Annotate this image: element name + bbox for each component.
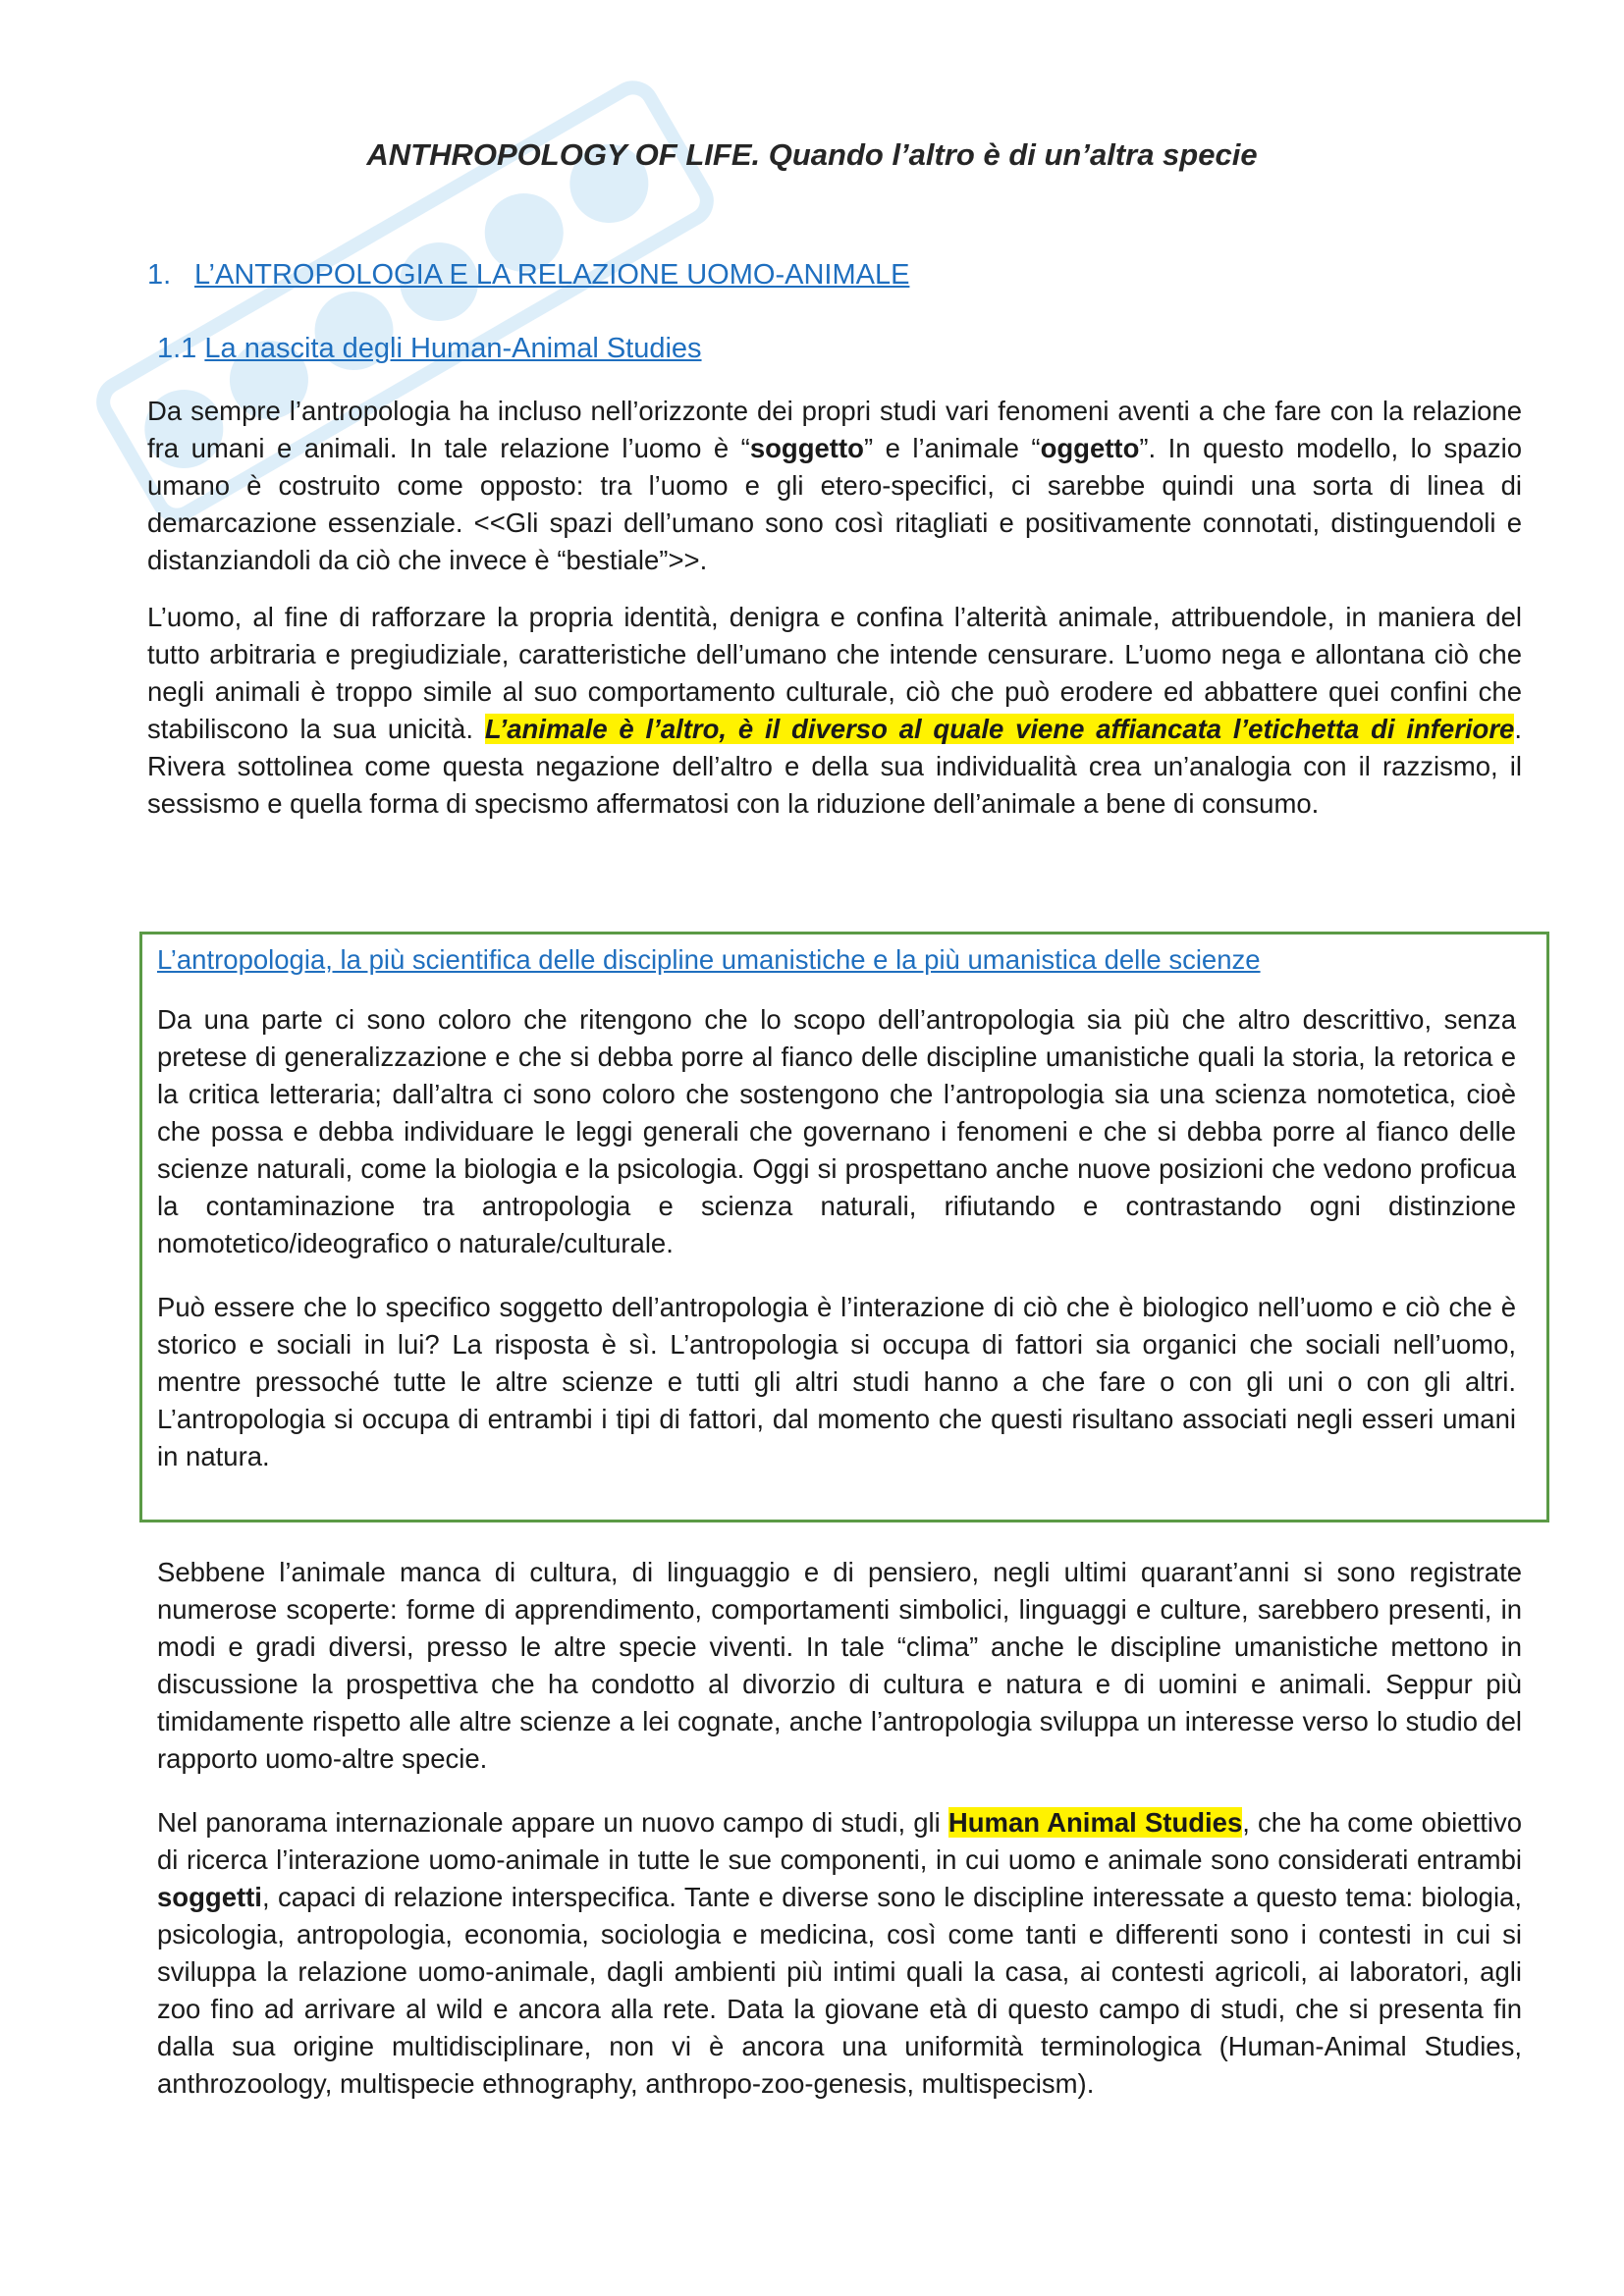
paragraph-4 [157,1804,1522,2103]
callout-paragraph-2: Può essere che lo specifico soggetto dell’antropologia è l’interazione di ciò che è biologico nell’uomo e ciò che è storico e sociali in lui? La risposta è sì. L’antropologia si occupa di fattori sia organici che sociali nell’uomo, mentre pressoché tutte le altre scienze e tutti gli altri studi hanno a che fare o con gli uni o con gli altri. L’antropologia si occupa di entrambi i tipi di fattori, dal momento che questi risultano associati negli esseri umani in natura. [157,1292,1516,1471]
section-number: 1. [147,259,172,291]
text-run: . Rivera sottolinea come questa negazione dell’altro e della sua individualità crea un’analogia con il razzismo, il sessismo e quella forma di specismo affermatosi con la riduzione dell’animale a bene di consumo. [147,714,1522,819]
text-run: Da sempre l’antropologia ha incluso nell’orizzonte dei propri studi vari fenomeni aventi a che fare con la relazione fra umani e animali. In tale relazione l’uomo è “ [147,396,1522,463]
bold-soggetto: soggetto [749,433,864,463]
text-run: , che ha come obiettivo di ricerca l’interazione uomo-animale in tutte le sue componenti, in cui uomo e animale sono considerati entrambi [157,1807,1522,1875]
highlighted-text: L’animale è l’altro, è il diverso al quale viene affiancata l’etichetta di inferiore [484,714,1515,744]
document-title: ANTHROPOLOGY OF LIFE. Quando l’altro è di un’altra specie [366,137,1258,172]
section-title[interactable]: L’ANTROPOLOGIA E LA RELAZIONE UOMO-ANIMALE [194,259,910,291]
subsection-title[interactable]: La nascita degli Human-Animal Studies [204,333,702,364]
highlighted-text: Human Animal Studies [947,1807,1243,1838]
paragraph-3: Sebbene l’animale manca di cultura, di linguaggio e di pensiero, negli ultimi quarant’anni si sono registrate numerose scoperte: forme di apprendimento, comportamenti simbolici, linguaggi e culture, sarebbero presenti, in modi e gradi diversi, presso le altre specie viventi. In tale “clima” anche le discipline umanistiche mettono in discussione la prospettiva che ha condotto al divorzio di cultura e natura e di uomini e animali. Seppur più timidamente rispetto alle altre scienze a lei cognate, anche l’antropologia sviluppa un interesse verso lo studio del rapporto uomo-altre specie. [157,1557,1522,1774]
subsection-number: 1.1 [157,333,197,364]
text-run: Nel panorama internazionale appare un nuovo campo di studi, gli [157,1807,948,1838]
text-run: ”. In questo modello, lo spazio umano è costruito come opposto: tra l’uomo e gli etero-specifici, ci sarebbe quindi una sorta di linea di demarcazione essenziale. <<Gli spazi dell’umano sono così ritagliati e positivamente connotati, distinguendoli e distanziandoli da ciò che invece è “bestiale”>>. [147,433,1522,575]
bold-soggetti: soggetti [157,1882,262,1912]
text-run: , capaci di relazione interspecifica. Tante e diverse sono le discipline interessate a questo tema: biologia, psicologia, antropologia, economia, sociologia e medicina, così come tanti e differenti sono i contesti in cui si sviluppa la relazione uomo-animale, dagli ambienti più intimi quali la casa, ai contesti agricoli, ai laboratori, agli zoo fino ad arrivare al wild e ancora alla rete. Data la giovane età di questo campo di studi, che si presenta fin dalla sua origine multidisciplinare, non vi è ancora una uniformità terminologica (Human-Animal Studies, anthrozoology, multispecie ethnography, anthropo-zoo-genesis, multispecism). [157,1882,1522,2099]
bold-oggetto: oggetto [1040,433,1140,463]
text-run: ” e l’animale “ [863,433,1041,463]
section-heading [147,259,909,292]
callout-box-title[interactable]: L’antropologia, la più scientifica delle discipline umanistiche e la più umanistica delle scienze [157,944,1261,975]
paragraph-2 [147,599,1522,823]
callout-paragraph-1: Da una parte ci sono coloro che ritengono che lo scopo dell’antropologia sia più che altro descrittivo, senza pretese di generalizzazione e che si debba porre al fianco delle discipline umanistiche quali la storia, la retorica e la critica letteraria; dall’altra ci sono coloro che sostengono che l’antropologia sia una scienza nomotetica, cioè che possa e debba individuare le leggi generali che governano i fenomeni e che si debba porre al fianco delle scienze naturali, come la biologia e la psicologia. Oggi si prospettano anche nuove posizioni che vedono proficua la contaminazione tra antropologia e scienza naturali, rifiutando e contrastando ogni distinzione nomotetico/ideografico o naturale/culturale. [157,1004,1516,1258]
subsection-heading [157,333,702,365]
text-run: L’uomo, al fine di rafforzare la propria identità, denigra e confina l’alterità animale, attribuendole, in maniera del tutto arbitraria e pregiudiziale, caratteristiche dell’umano che intende censurare. L’uomo nega e allontana ciò che negli animali è troppo simile al suo comportamento culturale, ciò che può erodere ed abbattere quei confini che stabiliscono la sua unicità. [147,602,1522,744]
paragraph-1 [147,393,1522,579]
